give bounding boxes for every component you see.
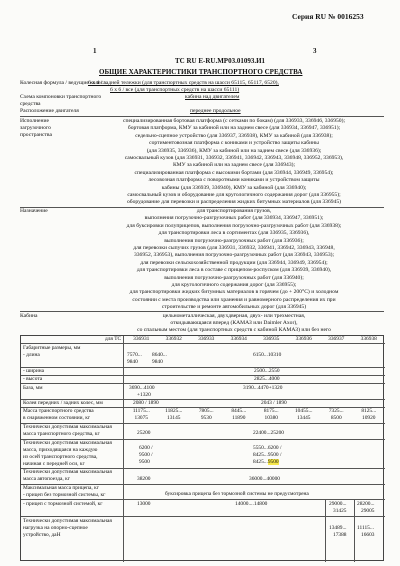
- trailer-brake-d-1: 28200...: [357, 501, 375, 507]
- model-header-row: [125, 336, 385, 343]
- max-mass-label-1: Технически допустимая максимальная: [23, 424, 112, 430]
- axle-a-1: 6200 /: [139, 445, 153, 451]
- purpose-line: состоянии с места производства или хранения и равномерного распределения их при: [132, 296, 336, 303]
- cab-line: со спальным местом (для транспортных средств с кабиной КАМАЗ) или без него: [137, 327, 331, 333]
- axle-a-2: 9500 /: [139, 452, 153, 458]
- trailer-brake-b: 14000....14800: [235, 501, 268, 507]
- engine-position-value: переднее продольное: [190, 108, 241, 114]
- curb-mass-cell: 13075: [134, 415, 148, 421]
- document-number: TC RU E-RU.MP03.01093.И1: [175, 57, 266, 65]
- curb-mass-cell: 8445...: [231, 408, 247, 414]
- column-line: [325, 499, 326, 562]
- length-a-2: 9840: [127, 359, 138, 365]
- axle-b-3-highlight: 9500: [267, 459, 279, 465]
- length-c: 6150...10310: [253, 352, 282, 358]
- load-space-line: кабины (для 336939, 336940), КМУ за кабиной (для 336940);: [161, 184, 307, 191]
- wheelbase-b: 3190...4470+1320: [243, 385, 283, 391]
- trailer-brake-label: - прицеп с тормозной системой, кг: [23, 501, 103, 507]
- curb-mass-values: [125, 408, 385, 422]
- curb-mass-cell: 7325...: [328, 408, 344, 414]
- coupling-label-3: устройство, даН: [23, 532, 61, 538]
- cab-label: Кабина: [20, 313, 38, 319]
- load-space-label: Исполнение загрузочного пространства: [20, 118, 52, 139]
- train-mass-b: 36000...40000: [249, 476, 280, 482]
- max-mass-a: 25200: [137, 430, 151, 436]
- specs-table: [20, 335, 384, 561]
- purpose-line: для перевозки сельскохозяйственной продукции (для 336944, 336949, 336954);: [140, 259, 328, 266]
- purpose-line: строительстве и ремонте автомобильных дорог (для 336945): [161, 304, 307, 311]
- wheel-formula-value-1: 6 х 4 / задней тележки (для транспортных средств на шасси 65115, 65117, 6520),: [88, 80, 279, 86]
- cab-line: откидывающаяся вперед (КАМАЗ или Daimler Axor),: [170, 320, 298, 326]
- curb-mass-cell: 8500: [330, 415, 342, 421]
- model-column-header: 336932: [165, 336, 182, 342]
- curb-mass-cell: 13145: [167, 415, 181, 421]
- purpose-label: Назначение: [20, 208, 48, 214]
- max-mass-label-2: масса транспортного средства, кг: [23, 431, 100, 437]
- curb-mass-cell: 10920: [362, 415, 376, 421]
- trailer-mass-label-1: Максимальная масса прицепа, кг: [23, 485, 99, 491]
- row-line: [21, 383, 385, 384]
- load-space-list: [84, 118, 384, 207]
- axle-a-3: 9500: [139, 459, 150, 465]
- cab-line: цельнометаллическая, двухдверная, двух- или трехместная,: [162, 313, 306, 319]
- wheel-formula-value-2: 6 х 6 / все (для транспортных средств на шасси 65111): [110, 87, 240, 93]
- train-mass-label-1: Технически допустимая максимальная: [23, 469, 112, 475]
- purpose-line: выполнения погрузочно-разгрузочных работ (для 336940);: [164, 274, 304, 281]
- row-line: [21, 375, 385, 376]
- layout-value: кабина над двигателем: [185, 94, 240, 100]
- model-column-header: 336931: [133, 336, 150, 342]
- curb-mass-cell: 8175...: [263, 408, 279, 414]
- axle-b-3-text: 8425...: [253, 459, 268, 465]
- curb-mass-label-2: в снаряженном состоянии, кг: [23, 415, 91, 421]
- axle-label-4: начиная с передней оси, кг: [23, 461, 85, 467]
- purpose-line: для кругологичного содержания дорог (для 336955);: [171, 282, 297, 289]
- track-a: 2080 / 1890: [133, 400, 159, 406]
- divider: [20, 116, 384, 117]
- axle-b-2: 8425...9500 /: [253, 452, 282, 458]
- trailer-brake-a: 13000: [137, 501, 151, 507]
- train-mass-label-2: масса автопоезда, кг: [23, 476, 70, 482]
- section-heading: ОБЩИЕ ХАРАКТЕРИСТИКИ ТРАНСПОРТНОГО СРЕДСТВА: [99, 68, 303, 76]
- divider: [20, 311, 384, 312]
- row-line: [21, 499, 385, 500]
- trailer-brake-c-1: 29000...: [329, 501, 347, 507]
- model-column-header: 336938: [360, 336, 377, 342]
- curb-mass-cell: 7805...: [198, 408, 214, 414]
- purpose-line: 336952, 336953), выполнения погрузочно-разгрузочных работ (для 336943, 336953);: [133, 252, 335, 259]
- coupling-d-2: 16603: [361, 532, 375, 538]
- coupling-c-2: 17388: [333, 532, 347, 538]
- trailer-brake-d-2: 29005: [361, 508, 375, 514]
- axle-b-1: 5550...6200 /: [253, 445, 282, 451]
- load-space-line: бортовая платформа, КМУ за кабиной или на заднем свесе (для 336934, 336947, 336951);: [127, 125, 341, 132]
- length-b: 8640...: [152, 352, 167, 358]
- curb-mass-label-1: Масса транспортного средства: [23, 408, 94, 414]
- wheelbase-label: База, мм: [23, 385, 43, 391]
- trailer-mass-label-2: - прицеп без тормозной системы, кг: [23, 492, 106, 498]
- curb-mass-cell: 10380: [264, 415, 278, 421]
- width-value: 2500...2550: [254, 368, 280, 374]
- length-label: - длина: [23, 352, 40, 358]
- purpose-line: для буксировки полуприцепов, выполнения погрузочно-разгрузочных работ (для 336938);: [126, 222, 342, 229]
- width-label: - ширина: [23, 368, 45, 374]
- purpose-line: выполнения погрузочно-разгрузочных работ (для 336936);: [164, 237, 304, 244]
- load-space-line: (для 336935, 336936), КМУ за кабиной или на заднем свесе (для 336936);: [146, 147, 322, 154]
- curb-mass-cell: 11825...: [165, 408, 183, 414]
- purpose-line: выполнения погрузочно-разгрузочных работ (для 336934, 336947, 336951);: [144, 215, 324, 222]
- row-line: [21, 343, 385, 344]
- load-space-line: специализированная бортовая платформа (с сетками по бокам) (для 336933, 336946, 336950);: [122, 118, 346, 124]
- layout-label: Схема компоновки транспортного средства: [20, 94, 102, 108]
- curb-mass-cell: 8125...: [361, 408, 377, 414]
- load-space-line: лесовозная платформа с поворотными кониками и устройством защиты: [148, 177, 320, 184]
- axle-label-2: масса, приходящаяся на каждую: [23, 447, 98, 453]
- model-column-header: 336933: [198, 336, 215, 342]
- purpose-line: для транспортировки леса в сортиментах (для 336935, 336936),: [158, 230, 310, 237]
- wheelbase-a: 3690...4100: [129, 385, 155, 391]
- wheel-formula-label: Колесная формула / ведущие колеса: [20, 80, 106, 86]
- axle-b-3: [253, 459, 279, 466]
- load-space-line: специализированная платформа с высокими бортами (для 336944, 336949, 336954);: [134, 169, 334, 176]
- track-label: Колея передних / задних колес, мм: [23, 400, 103, 406]
- height-value: 2825...4000: [254, 376, 280, 382]
- max-mass-b: 22400...25200: [253, 430, 284, 436]
- track-b: 2043 / 1890: [261, 400, 287, 406]
- load-space-line: седельно-сцепное устройство (для 336937, 336938), КМУ за кабиной (для 336938);: [135, 132, 333, 139]
- row-line: [21, 516, 385, 517]
- length-b-2: 9840: [152, 359, 163, 365]
- train-mass-a: 38200: [137, 476, 151, 482]
- row-line: [21, 367, 385, 368]
- purpose-line: для транспортирования грузов,: [196, 208, 272, 214]
- trailer-no-brake-value: буксировка прицепа без тормозной системы не предусмотрена: [165, 491, 309, 497]
- load-space-line: сортиментовозная платформа с кониками и устройство защиты кабины: [149, 140, 319, 147]
- page-number-left: 1: [93, 47, 97, 55]
- coupling-c-1: 13489...: [329, 525, 347, 531]
- coupling-label-1: Технически допустимая максимальная: [23, 518, 112, 524]
- purpose-line: для транспортировки жидких битумных материалов в горячем (до + 200°С) и холодном: [129, 289, 339, 296]
- engine-position-label: Расположение двигателя: [20, 108, 79, 114]
- axle-label-3: из осей транспортного средства,: [23, 454, 98, 460]
- load-space-line: КМУ за кабиной или на заднем свесе (для 336943);: [172, 162, 296, 169]
- dimensions-label: Габаритные размеры, мм: [23, 345, 81, 351]
- for-vehicles-label: для ТС: [105, 336, 122, 342]
- page-number-right: 3: [313, 47, 317, 55]
- curb-mass-cell: 13445: [297, 415, 311, 421]
- wheelbase-a-2: +1320: [137, 392, 151, 398]
- column-line: [354, 499, 355, 562]
- length-a: 7570...: [127, 352, 142, 358]
- model-column-header: 336934: [230, 336, 247, 342]
- height-label: - высота: [23, 376, 43, 382]
- serial-number: Серия RU № 0016253: [292, 12, 364, 21]
- model-column-header: 336937: [328, 336, 345, 342]
- axle-label-1: Технически допустимая максимальная: [23, 440, 112, 446]
- purpose-line: для транспортировки леса в составе с прицепом-роспуском (для 336939, 336940),: [136, 267, 332, 274]
- purpose-line: для перевозки сыпучих грузов (для 336931, 336932, 336941, 336942, 336943, 336948,: [133, 245, 335, 252]
- curb-mass-cell: 11890: [232, 415, 246, 421]
- curb-mass-cell: 10455...: [294, 408, 313, 414]
- load-space-line: оборудование для перевозки и распределения жидких битумных материалов (для 336945): [126, 199, 342, 206]
- model-column-header: 336935: [263, 336, 280, 342]
- load-space-line: самосвальный кузов и оборудование для кругологичного содержания дорог (для 336955);: [127, 192, 341, 199]
- coupling-d-1: 11115...: [357, 525, 374, 531]
- model-column-header: 336936: [295, 336, 312, 342]
- coupling-label-2: нагрузка на опорно-сцепное: [23, 525, 88, 531]
- curb-mass-cell: 11175...: [132, 408, 150, 414]
- trailer-brake-c-2: 31425: [333, 508, 347, 514]
- purpose-list: [84, 208, 384, 312]
- column-line: [123, 336, 124, 562]
- load-space-line: самосвальный кузов (для 336931, 336932, 336941, 336942, 336943, 336948, 336952, 336953),: [124, 155, 344, 162]
- curb-mass-cell: 9530: [200, 415, 212, 421]
- cab-description: [84, 313, 384, 334]
